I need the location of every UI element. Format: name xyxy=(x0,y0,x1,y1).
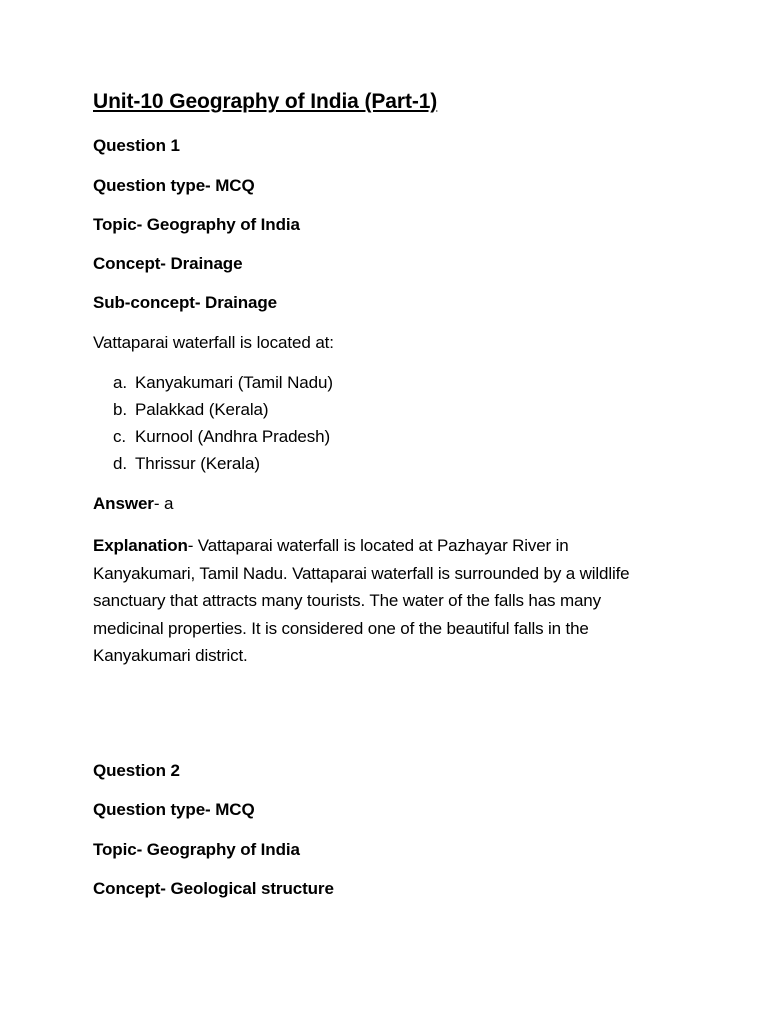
question-1-answer xyxy=(93,494,173,514)
answer-label: Answer xyxy=(93,494,154,513)
question-1-explanation xyxy=(93,532,668,670)
question-2-heading: Question 2 xyxy=(93,761,180,780)
explanation-text: - Vattaparai waterfall is located at Pazhayar River in Kanyakumari, Tamil Nadu. Vattaparai waterfall is surrounded by a wildlife sanctuary that attracts many tourists. The water of the falls has many medicinal properties. It is considered one of the beautiful falls in the Kanyakumari district. xyxy=(93,536,630,666)
document-title: Unit-10 Geography of India (Part-1) xyxy=(93,90,438,113)
question-2-concept: Concept- Geological structure xyxy=(93,879,334,898)
question-1-heading: Question 1 xyxy=(93,136,180,155)
question-1-concept: Concept- Drainage xyxy=(93,254,243,273)
explanation-label: Explanation xyxy=(93,536,188,555)
question-1-type: Question type- MCQ xyxy=(93,176,255,195)
question-2-type: Question type- MCQ xyxy=(93,800,255,819)
option-b: b. Palakkad (Kerala) xyxy=(113,400,269,419)
answer-value: - a xyxy=(153,494,174,513)
question-1-topic: Topic- Geography of India xyxy=(93,215,300,234)
question-2-topic: Topic- Geography of India xyxy=(93,840,300,859)
option-a: a. Kanyakumari (Tamil Nadu) xyxy=(113,373,333,392)
option-c: c. Kurnool (Andhra Pradesh) xyxy=(113,427,331,446)
question-1-prompt: Vattaparai waterfall is located at: xyxy=(93,333,334,352)
option-d: d. Thrissur (Kerala) xyxy=(113,454,260,473)
question-1-options xyxy=(113,373,333,481)
question-1-subconcept: Sub-concept- Drainage xyxy=(93,293,277,312)
